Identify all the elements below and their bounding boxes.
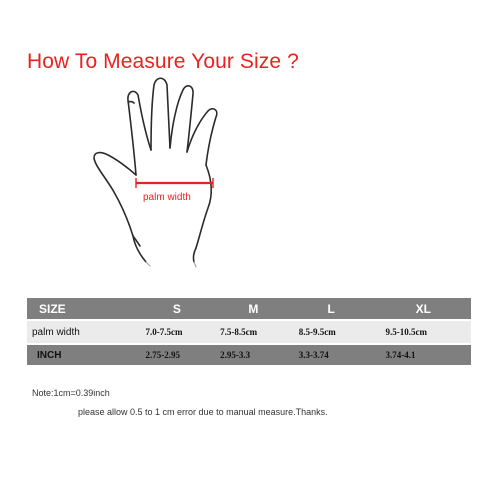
size-chart-table [27, 298, 471, 365]
table-header-row [27, 298, 471, 319]
table-cell: 3.74-4.1 [385, 350, 416, 360]
table-cell: 9.5-10.5cm [385, 327, 428, 337]
table-row-palm-width [27, 321, 471, 343]
header-cell-m: M [248, 301, 259, 316]
table-cell: 7.0-7.5cm [145, 327, 183, 337]
header-cell-xl: XL [415, 301, 431, 316]
header-cell-size: SIZE [39, 301, 66, 316]
palm-width-label: palm width [143, 192, 191, 203]
table-cell: 7.5-8.5cm [220, 327, 258, 337]
table-cell: 2.95-3.3 [220, 350, 251, 360]
page-title: How To Measure Your Size ? [27, 50, 299, 73]
header-cell-l: L [327, 301, 335, 316]
measurement-disclaimer: please allow 0.5 to 1 cm error due to manual measure.Thanks. [78, 407, 328, 417]
hand-outline [94, 78, 217, 267]
table-cell: 8.5-9.5cm [298, 327, 336, 337]
table-cell: 2.75-2.95 [145, 350, 181, 360]
palm-width-measure-line [136, 178, 213, 188]
table-cell: 3.3-3.74 [298, 350, 329, 360]
row-label-palm-width: palm width [32, 326, 80, 338]
header-cell-s: S [172, 301, 181, 316]
conversion-note: Note:1cm=0.39inch [32, 388, 110, 398]
table-row-inch [27, 345, 471, 365]
row-label-inch: INCH [37, 349, 62, 361]
